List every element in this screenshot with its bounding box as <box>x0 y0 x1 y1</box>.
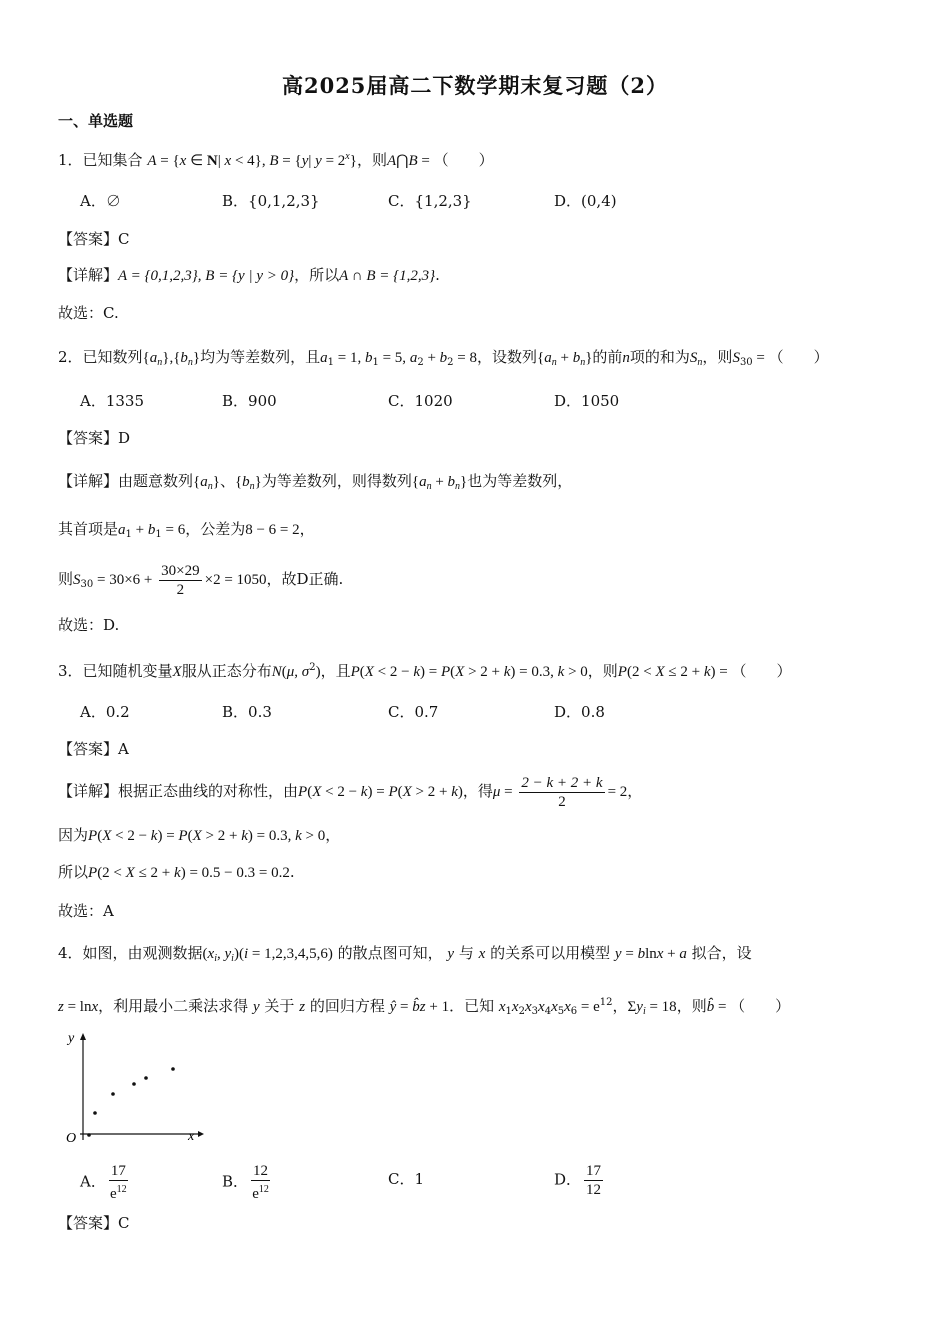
q2-detail-line-2: 其首项是$a_1 + b_1 = 6$，公差为8 − 6 = 2， <box>58 520 315 540</box>
q4-answer: 【答案】C <box>58 1214 130 1232</box>
q1-option-b[interactable]: B．{0,1,2,3} <box>222 192 320 210</box>
x-axis-arrow <box>198 1131 204 1137</box>
y-axis-arrow <box>80 1033 86 1040</box>
q2-option-b[interactable]: B．900 <box>222 392 277 410</box>
q2-option-a[interactable]: A．1335 <box>80 392 145 410</box>
page-title: 高2025届高二下数学期末复习题（2） <box>281 73 669 98</box>
q2-answer: 【答案】D <box>58 429 131 447</box>
q3-option-a[interactable]: A．0.2 <box>80 703 130 721</box>
q3-answer: 【答案】A <box>58 740 129 758</box>
q1-option-a[interactable]: A．∅ <box>80 192 121 210</box>
q3-detail-line-2: 因为P(X < 2 − k) = P(X > 2 + k) = 0.3, k > 0， <box>58 826 341 844</box>
q1-answer: 【答案】C <box>58 230 130 248</box>
q2-choose: 故选：D. <box>58 616 120 634</box>
q2-option-d[interactable]: D．1050 <box>554 392 620 410</box>
q3-option-b[interactable]: B．0.3 <box>222 703 272 721</box>
q2-detail-line-3: 则$S_{30} = 30\times 6$ + $\frac{30\times 29}{2}$ ×2 = 1050，故D正确. <box>58 562 344 598</box>
scatter-point <box>93 1111 97 1115</box>
q3-detail-line-3: 所以P(2 < X ≤ 2 + k) = 0.5 − 0.3 = 0.2. <box>58 863 295 881</box>
q4-option-b[interactable]: B． $\frac{12}{e^{12}}$ <box>222 1163 269 1202</box>
origin-label: O <box>66 1131 77 1146</box>
section-heading: 一、单选题 <box>58 112 134 130</box>
q4-option-d[interactable]: D． $\frac{17}{12}$ <box>554 1163 602 1198</box>
q3-choose: 故选：A <box>58 902 114 920</box>
question-3-stem: 3．已知随机变量X服从正态分布N(μ, $\sigma^2$)，且P(X < 2 − k) = P(X > 2 + k) = 0.3, k > 0，则P(2 < X ≤ 2 + k) = （ ） <box>58 662 792 680</box>
question-1-stem: 1．已知集合 A = {x ∈ N| x < 4}, B = {y| $y = 2^x$}，则A⋂B = （ ） <box>58 151 494 169</box>
q2-detail-line-1: 【详解】由题意数列$\{a_n\}$、$\{b_n\}$为等差数列，则得数列$\{a_n + b_n\}$也为等差数列， <box>58 472 573 492</box>
question-2-stem: 2．已知数列$\{a_n\},\{b_n\}$均为等差数列，且$a_1 = 1$, $b_1 = 5$, $a_2 + b_2 = 8$，设数列$\{a_n + b_n\}$的前n项的和为$S_n$，则$S_{30}$ = （ ） <box>58 348 829 368</box>
q3-option-d[interactable]: D．0.8 <box>554 703 605 721</box>
q1-choose: 故选：C. <box>58 304 119 322</box>
scatter-point <box>87 1133 91 1137</box>
question-4-stem-line-2: z = lnx，利用最小二乘法求得 y 关于 z 的回归方程 ŷ = b̂z + 1．已知 $x_1x_2x_3x_4x_5x_6 = e^{12}$，$\Sigma y_i = 18$，则b̂ = （ ） <box>58 997 791 1017</box>
scatter-point <box>111 1092 115 1096</box>
q4-option-c[interactable]: C．1 <box>388 1170 425 1188</box>
q4-option-a[interactable]: A． $\frac{17}{e^{12}}$ <box>80 1163 127 1202</box>
scatter-point <box>132 1082 136 1086</box>
scatter-point <box>144 1076 148 1080</box>
scatter-point <box>171 1067 175 1071</box>
q1-option-c[interactable]: C．{1,2,3} <box>388 192 472 210</box>
scatter-plot-figure <box>58 1028 208 1146</box>
y-axis-label: y <box>68 1031 75 1046</box>
q3-detail-line-1: 【详解】根据正态曲线的对称性，由P(X < 2 − k) = P(X > 2 + k)，得μ = $\frac{2 - k + 2 + k}{2}$ = 2， <box>58 774 643 810</box>
q1-detail: 【详解】A = {0,1,2,3}, B = {y | y > 0}，所以A ∩ B = {1,2,3}. <box>58 266 440 284</box>
q2-option-c[interactable]: C．1020 <box>388 392 453 410</box>
x-axis-label: x <box>188 1129 195 1144</box>
q1-option-d[interactable]: D．(0,4) <box>554 192 617 210</box>
q3-option-c[interactable]: C．0.7 <box>388 703 439 721</box>
question-4-stem-line-1: 4．如图，由观测数据($x_i$, $y_i)(i = 1,2,3,4,5,6)$ 的散点图可知， y 与 x 的关系可以用模型 y = blnx + a 拟合，设 <box>58 944 752 964</box>
